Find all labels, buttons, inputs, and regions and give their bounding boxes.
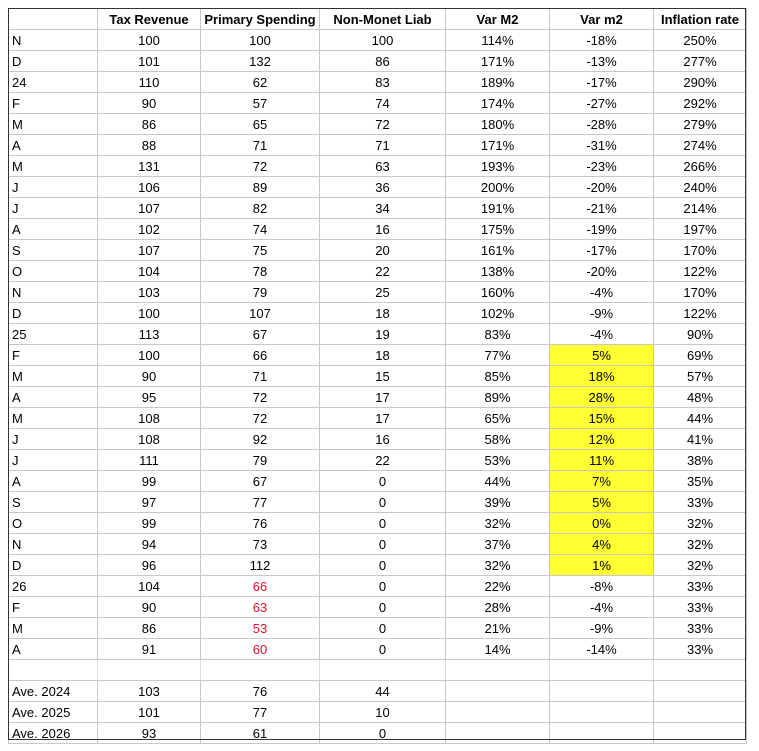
table-cell[interactable]: -14% bbox=[550, 639, 654, 660]
table-cell[interactable]: 72 bbox=[201, 156, 320, 177]
table-cell[interactable]: 18 bbox=[320, 345, 446, 366]
table-cell[interactable]: 77 bbox=[201, 702, 320, 723]
table-cell[interactable]: 170% bbox=[654, 282, 747, 303]
table-cell[interactable]: 77 bbox=[201, 492, 320, 513]
table-cell[interactable]: 180% bbox=[446, 114, 550, 135]
table-cell[interactable]: 5% bbox=[550, 345, 654, 366]
table-cell[interactable]: 100 bbox=[98, 345, 201, 366]
data-rows bbox=[9, 30, 747, 660]
table-cell[interactable]: 86 bbox=[320, 51, 446, 72]
table-cell[interactable] bbox=[446, 681, 550, 702]
table-cell[interactable]: 15 bbox=[320, 366, 446, 387]
spacer-section bbox=[9, 660, 747, 681]
table-cell[interactable]: 112 bbox=[201, 555, 320, 576]
row-label-cell[interactable]: N bbox=[9, 282, 98, 303]
table-cell[interactable]: 15% bbox=[550, 408, 654, 429]
table-cell[interactable]: 110 bbox=[98, 72, 201, 93]
table-cell[interactable]: 72 bbox=[201, 408, 320, 429]
table-cell[interactable]: 77% bbox=[446, 345, 550, 366]
table-cell[interactable]: 65 bbox=[201, 114, 320, 135]
table-cell[interactable]: 132 bbox=[201, 51, 320, 72]
table-cell[interactable] bbox=[654, 660, 747, 681]
table-cell[interactable]: 18% bbox=[550, 366, 654, 387]
table-cell[interactable]: -31% bbox=[550, 135, 654, 156]
row-label-cell[interactable]: O bbox=[9, 261, 98, 282]
table-cell[interactable]: 22% bbox=[446, 576, 550, 597]
table-row bbox=[9, 597, 747, 618]
table-cell[interactable]: 71 bbox=[201, 366, 320, 387]
table-cell[interactable]: 0 bbox=[320, 618, 446, 639]
table-cell[interactable]: 72 bbox=[201, 387, 320, 408]
table-cell[interactable]: -9% bbox=[550, 618, 654, 639]
table-row bbox=[9, 30, 747, 51]
table-cell[interactable]: -27% bbox=[550, 93, 654, 114]
table-cell[interactable]: 240% bbox=[654, 177, 747, 198]
table-cell[interactable]: -13% bbox=[550, 51, 654, 72]
table-row bbox=[9, 303, 747, 324]
table-cell[interactable]: 277% bbox=[654, 51, 747, 72]
row-label-cell[interactable]: M bbox=[9, 408, 98, 429]
table-cell[interactable]: 274% bbox=[654, 135, 747, 156]
table-cell[interactable]: 197% bbox=[654, 219, 747, 240]
table-cell[interactable] bbox=[9, 660, 98, 681]
table-row bbox=[9, 135, 747, 156]
table-cell[interactable]: 21% bbox=[446, 618, 550, 639]
table-cell[interactable]: 63 bbox=[320, 156, 446, 177]
row-label-cell[interactable]: Ave. 2025 bbox=[9, 702, 98, 723]
table-cell[interactable]: 57 bbox=[201, 93, 320, 114]
table-cell[interactable]: 0 bbox=[320, 723, 446, 744]
table-cell[interactable]: 75 bbox=[201, 240, 320, 261]
blank-row bbox=[9, 660, 747, 681]
row-label-cell[interactable]: M bbox=[9, 156, 98, 177]
table-cell[interactable]: 99 bbox=[98, 471, 201, 492]
row-label-cell[interactable]: S bbox=[9, 492, 98, 513]
table-cell[interactable]: 53 bbox=[201, 618, 320, 639]
table-cell[interactable]: 101 bbox=[98, 51, 201, 72]
table-cell[interactable]: 90% bbox=[654, 324, 747, 345]
table-cell[interactable]: 22 bbox=[320, 261, 446, 282]
table-cell[interactable]: 69% bbox=[654, 345, 747, 366]
table-cell[interactable]: 94 bbox=[98, 534, 201, 555]
table-cell[interactable]: -20% bbox=[550, 261, 654, 282]
table-cell[interactable]: 5% bbox=[550, 492, 654, 513]
table-cell[interactable] bbox=[446, 702, 550, 723]
row-label-cell[interactable]: A bbox=[9, 135, 98, 156]
table-cell[interactable]: 0 bbox=[320, 576, 446, 597]
table-cell[interactable]: 62 bbox=[201, 72, 320, 93]
table-cell[interactable]: 290% bbox=[654, 72, 747, 93]
table-cell[interactable]: 111 bbox=[98, 450, 201, 471]
table-cell[interactable]: 22 bbox=[320, 450, 446, 471]
table-cell[interactable]: 1% bbox=[550, 555, 654, 576]
table-cell[interactable]: 67 bbox=[201, 324, 320, 345]
table-cell[interactable]: 92 bbox=[201, 429, 320, 450]
table-row bbox=[9, 72, 747, 93]
table-cell[interactable]: 161% bbox=[446, 240, 550, 261]
table-cell[interactable]: 32% bbox=[654, 555, 747, 576]
table-cell[interactable]: 71 bbox=[320, 135, 446, 156]
table-cell[interactable]: 107 bbox=[98, 240, 201, 261]
header-cell-var-m2-lower[interactable]: Var m2 bbox=[550, 9, 654, 30]
table-cell[interactable]: 0% bbox=[550, 513, 654, 534]
table-cell[interactable]: -23% bbox=[550, 156, 654, 177]
table-cell[interactable]: -17% bbox=[550, 72, 654, 93]
table-cell[interactable]: -4% bbox=[550, 324, 654, 345]
table-cell[interactable]: 108 bbox=[98, 429, 201, 450]
table-cell[interactable]: 33% bbox=[654, 639, 747, 660]
table-row bbox=[9, 240, 747, 261]
row-label-cell[interactable]: S bbox=[9, 240, 98, 261]
row-label-cell[interactable]: N bbox=[9, 534, 98, 555]
table-cell[interactable] bbox=[201, 660, 320, 681]
table-cell[interactable]: 57% bbox=[654, 366, 747, 387]
row-label-cell[interactable]: F bbox=[9, 597, 98, 618]
table-cell[interactable]: 104 bbox=[98, 576, 201, 597]
row-label-cell[interactable]: A bbox=[9, 471, 98, 492]
spreadsheet-table bbox=[8, 8, 747, 744]
table-cell[interactable]: 17 bbox=[320, 408, 446, 429]
table-cell[interactable]: 61 bbox=[201, 723, 320, 744]
table-cell[interactable]: 73 bbox=[201, 534, 320, 555]
table-cell[interactable]: 174% bbox=[446, 93, 550, 114]
table-row bbox=[9, 282, 747, 303]
table-row bbox=[9, 366, 747, 387]
table-cell[interactable]: 100 bbox=[320, 30, 446, 51]
header-cell-primary-spending[interactable]: Primary Spending bbox=[201, 9, 320, 30]
table-cell[interactable]: 279% bbox=[654, 114, 747, 135]
table-row bbox=[9, 429, 747, 450]
row-label-cell[interactable]: D bbox=[9, 555, 98, 576]
table-cell[interactable]: 100 bbox=[98, 303, 201, 324]
table-cell[interactable]: -18% bbox=[550, 30, 654, 51]
table-cell[interactable]: 76 bbox=[201, 681, 320, 702]
table-row bbox=[9, 450, 747, 471]
table-cell[interactable]: 32% bbox=[654, 513, 747, 534]
row-label-cell[interactable]: A bbox=[9, 387, 98, 408]
table-cell[interactable]: 100 bbox=[201, 30, 320, 51]
average-rows bbox=[9, 681, 747, 744]
row-label-cell[interactable]: M bbox=[9, 366, 98, 387]
table-cell[interactable]: -20% bbox=[550, 177, 654, 198]
table-cell[interactable]: 85% bbox=[446, 366, 550, 387]
row-label-cell[interactable]: D bbox=[9, 51, 98, 72]
row-label-cell[interactable]: O bbox=[9, 513, 98, 534]
table-cell[interactable]: 7% bbox=[550, 471, 654, 492]
table-cell[interactable]: 266% bbox=[654, 156, 747, 177]
table-cell[interactable]: 171% bbox=[446, 51, 550, 72]
table-row bbox=[9, 513, 747, 534]
table-cell[interactable]: 292% bbox=[654, 93, 747, 114]
table-cell[interactable]: 41% bbox=[654, 429, 747, 450]
table-cell[interactable] bbox=[654, 681, 747, 702]
table-row bbox=[9, 408, 747, 429]
row-label-cell[interactable]: J bbox=[9, 177, 98, 198]
table-cell[interactable] bbox=[654, 723, 747, 744]
table-cell[interactable]: 20 bbox=[320, 240, 446, 261]
table-row bbox=[9, 345, 747, 366]
table-cell[interactable]: 99 bbox=[98, 513, 201, 534]
row-label-cell[interactable]: 26 bbox=[9, 576, 98, 597]
row-label-cell[interactable]: J bbox=[9, 429, 98, 450]
table-cell[interactable] bbox=[320, 660, 446, 681]
header-cell-non-monet-liab[interactable]: Non-Monet Liab bbox=[320, 9, 446, 30]
table-cell[interactable]: 106 bbox=[98, 177, 201, 198]
table-cell[interactable]: 90 bbox=[98, 597, 201, 618]
table-cell[interactable]: 10 bbox=[320, 702, 446, 723]
average-row bbox=[9, 702, 747, 723]
table-cell[interactable]: 102 bbox=[98, 219, 201, 240]
row-label-cell[interactable]: F bbox=[9, 345, 98, 366]
average-row bbox=[9, 723, 747, 744]
table-cell[interactable]: 107 bbox=[201, 303, 320, 324]
header-row bbox=[9, 9, 747, 30]
table-cell[interactable]: 113 bbox=[98, 324, 201, 345]
table-cell[interactable]: 104 bbox=[98, 261, 201, 282]
table-row bbox=[9, 198, 747, 219]
table-cell[interactable]: 131 bbox=[98, 156, 201, 177]
table-cell[interactable]: 189% bbox=[446, 72, 550, 93]
row-label-cell[interactable]: A bbox=[9, 219, 98, 240]
table-cell[interactable] bbox=[550, 723, 654, 744]
table-cell[interactable]: 44 bbox=[320, 681, 446, 702]
table-cell[interactable]: 214% bbox=[654, 198, 747, 219]
table-cell[interactable]: 78 bbox=[201, 261, 320, 282]
row-label-cell[interactable]: A bbox=[9, 639, 98, 660]
table-row bbox=[9, 618, 747, 639]
table-cell[interactable] bbox=[550, 660, 654, 681]
table-cell[interactable]: -19% bbox=[550, 219, 654, 240]
table-cell[interactable]: 0 bbox=[320, 471, 446, 492]
table-cell[interactable]: 96 bbox=[98, 555, 201, 576]
row-label-cell[interactable]: M bbox=[9, 114, 98, 135]
table-cell[interactable]: 86 bbox=[98, 114, 201, 135]
table-cell[interactable]: 37% bbox=[446, 534, 550, 555]
table-cell[interactable]: 0 bbox=[320, 597, 446, 618]
row-label-cell[interactable]: 24 bbox=[9, 72, 98, 93]
table-cell[interactable] bbox=[654, 702, 747, 723]
table-cell[interactable]: 72 bbox=[320, 114, 446, 135]
table-cell[interactable]: 200% bbox=[446, 177, 550, 198]
row-label-cell[interactable]: F bbox=[9, 93, 98, 114]
table-cell[interactable]: 17 bbox=[320, 387, 446, 408]
table-cell[interactable]: 90 bbox=[98, 93, 201, 114]
table-cell[interactable]: 32% bbox=[446, 513, 550, 534]
table-cell[interactable]: 48% bbox=[654, 387, 747, 408]
table-cell[interactable]: 100 bbox=[98, 30, 201, 51]
table-row bbox=[9, 639, 747, 660]
table-cell[interactable]: 18 bbox=[320, 303, 446, 324]
table-cell[interactable]: 86 bbox=[98, 618, 201, 639]
table-row bbox=[9, 261, 747, 282]
table-cell[interactable]: 82 bbox=[201, 198, 320, 219]
table-cell[interactable]: 63 bbox=[201, 597, 320, 618]
table-cell[interactable]: 11% bbox=[550, 450, 654, 471]
table-cell[interactable]: 14% bbox=[446, 639, 550, 660]
row-label-cell[interactable]: Ave. 2026 bbox=[9, 723, 98, 744]
table-cell[interactable]: 160% bbox=[446, 282, 550, 303]
table-cell[interactable]: 66 bbox=[201, 345, 320, 366]
table-cell[interactable]: 28% bbox=[446, 597, 550, 618]
table-cell[interactable]: 122% bbox=[654, 261, 747, 282]
table-cell[interactable] bbox=[550, 702, 654, 723]
table-cell[interactable]: -4% bbox=[550, 282, 654, 303]
table-cell[interactable] bbox=[446, 660, 550, 681]
row-label-cell[interactable]: 25 bbox=[9, 324, 98, 345]
table-row bbox=[9, 471, 747, 492]
table-cell[interactable]: 16 bbox=[320, 219, 446, 240]
table-row bbox=[9, 387, 747, 408]
table-row bbox=[9, 492, 747, 513]
table-cell[interactable]: 35% bbox=[654, 471, 747, 492]
table-cell[interactable]: 171% bbox=[446, 135, 550, 156]
table-cell[interactable]: 74 bbox=[201, 219, 320, 240]
table-cell[interactable]: 108 bbox=[98, 408, 201, 429]
table-cell[interactable]: 32% bbox=[654, 534, 747, 555]
table-cell[interactable]: 89 bbox=[201, 177, 320, 198]
table-cell[interactable]: 4% bbox=[550, 534, 654, 555]
table-cell[interactable]: -8% bbox=[550, 576, 654, 597]
table-cell[interactable]: 33% bbox=[654, 618, 747, 639]
table-cell[interactable]: 74 bbox=[320, 93, 446, 114]
table-cell[interactable]: 114% bbox=[446, 30, 550, 51]
table-cell[interactable]: 93 bbox=[98, 723, 201, 744]
table-cell[interactable] bbox=[446, 723, 550, 744]
table-cell[interactable]: 44% bbox=[446, 471, 550, 492]
table-cell[interactable]: 101 bbox=[98, 702, 201, 723]
header-cell-label[interactable] bbox=[9, 9, 98, 30]
table-cell[interactable]: 12% bbox=[550, 429, 654, 450]
table-row bbox=[9, 177, 747, 198]
table-cell[interactable]: 102% bbox=[446, 303, 550, 324]
table-cell[interactable]: -28% bbox=[550, 114, 654, 135]
table-cell[interactable]: 33% bbox=[654, 576, 747, 597]
table-cell[interactable]: 53% bbox=[446, 450, 550, 471]
row-label-cell[interactable]: Ave. 2024 bbox=[9, 681, 98, 702]
table-cell[interactable]: 36 bbox=[320, 177, 446, 198]
table-row bbox=[9, 219, 747, 240]
table-cell[interactable]: 44% bbox=[654, 408, 747, 429]
table-cell[interactable]: 0 bbox=[320, 639, 446, 660]
table-cell[interactable]: 33% bbox=[654, 597, 747, 618]
table-cell[interactable]: 90 bbox=[98, 366, 201, 387]
table-cell[interactable]: 97 bbox=[98, 492, 201, 513]
table-cell[interactable]: 250% bbox=[654, 30, 747, 51]
table-cell[interactable]: 88 bbox=[98, 135, 201, 156]
row-label-cell[interactable]: N bbox=[9, 30, 98, 51]
table-cell[interactable]: 83 bbox=[320, 72, 446, 93]
table-cell[interactable]: 71 bbox=[201, 135, 320, 156]
table-cell[interactable]: 66 bbox=[201, 576, 320, 597]
table-cell[interactable]: 76 bbox=[201, 513, 320, 534]
table-cell[interactable]: -4% bbox=[550, 597, 654, 618]
table-row bbox=[9, 156, 747, 177]
header-cell-var-m2-upper[interactable]: Var M2 bbox=[446, 9, 550, 30]
table-cell[interactable]: 0 bbox=[320, 555, 446, 576]
table-row bbox=[9, 534, 747, 555]
table-cell[interactable] bbox=[550, 681, 654, 702]
table-cell[interactable]: 91 bbox=[98, 639, 201, 660]
table-row bbox=[9, 555, 747, 576]
table-cell[interactable]: 39% bbox=[446, 492, 550, 513]
table-cell[interactable]: 103 bbox=[98, 681, 201, 702]
table-row bbox=[9, 93, 747, 114]
table-cell[interactable]: 19 bbox=[320, 324, 446, 345]
row-label-cell[interactable]: J bbox=[9, 450, 98, 471]
table-cell[interactable]: 107 bbox=[98, 198, 201, 219]
row-label-cell[interactable]: J bbox=[9, 198, 98, 219]
table-cell[interactable]: 58% bbox=[446, 429, 550, 450]
table-cell[interactable]: 34 bbox=[320, 198, 446, 219]
table-cell[interactable]: 25 bbox=[320, 282, 446, 303]
row-label-cell[interactable]: M bbox=[9, 618, 98, 639]
table-cell[interactable]: 65% bbox=[446, 408, 550, 429]
header-cell-tax-revenue[interactable]: Tax Revenue bbox=[98, 9, 201, 30]
table-cell[interactable]: 67 bbox=[201, 471, 320, 492]
table-cell[interactable]: 32% bbox=[446, 555, 550, 576]
table-row bbox=[9, 51, 747, 72]
table-cell[interactable]: 175% bbox=[446, 219, 550, 240]
average-row bbox=[9, 681, 747, 702]
table-row bbox=[9, 114, 747, 135]
table-cell[interactable]: 122% bbox=[654, 303, 747, 324]
table-cell[interactable]: 95 bbox=[98, 387, 201, 408]
table-row bbox=[9, 576, 747, 597]
table-cell[interactable]: 79 bbox=[201, 450, 320, 471]
table-cell[interactable]: 191% bbox=[446, 198, 550, 219]
table-cell[interactable]: 0 bbox=[320, 492, 446, 513]
table-cell[interactable]: 103 bbox=[98, 282, 201, 303]
table-cell[interactable]: -21% bbox=[550, 198, 654, 219]
table-cell[interactable]: 60 bbox=[201, 639, 320, 660]
table-cell[interactable]: 16 bbox=[320, 429, 446, 450]
table-cell[interactable]: 193% bbox=[446, 156, 550, 177]
table-cell[interactable]: 28% bbox=[550, 387, 654, 408]
table-cell[interactable]: 79 bbox=[201, 282, 320, 303]
table-cell[interactable]: -9% bbox=[550, 303, 654, 324]
table-cell[interactable]: 89% bbox=[446, 387, 550, 408]
table-cell[interactable]: 33% bbox=[654, 492, 747, 513]
header-cell-inflation-rate[interactable]: Inflation rate bbox=[654, 9, 747, 30]
table-cell[interactable]: 0 bbox=[320, 534, 446, 555]
table-row bbox=[9, 324, 747, 345]
table-cell[interactable]: 0 bbox=[320, 513, 446, 534]
table-cell[interactable]: 83% bbox=[446, 324, 550, 345]
table-cell[interactable] bbox=[98, 660, 201, 681]
table-cell[interactable]: 138% bbox=[446, 261, 550, 282]
row-label-cell[interactable]: D bbox=[9, 303, 98, 324]
table-cell[interactable]: 38% bbox=[654, 450, 747, 471]
table-cell[interactable]: -17% bbox=[550, 240, 654, 261]
table-cell[interactable]: 170% bbox=[654, 240, 747, 261]
